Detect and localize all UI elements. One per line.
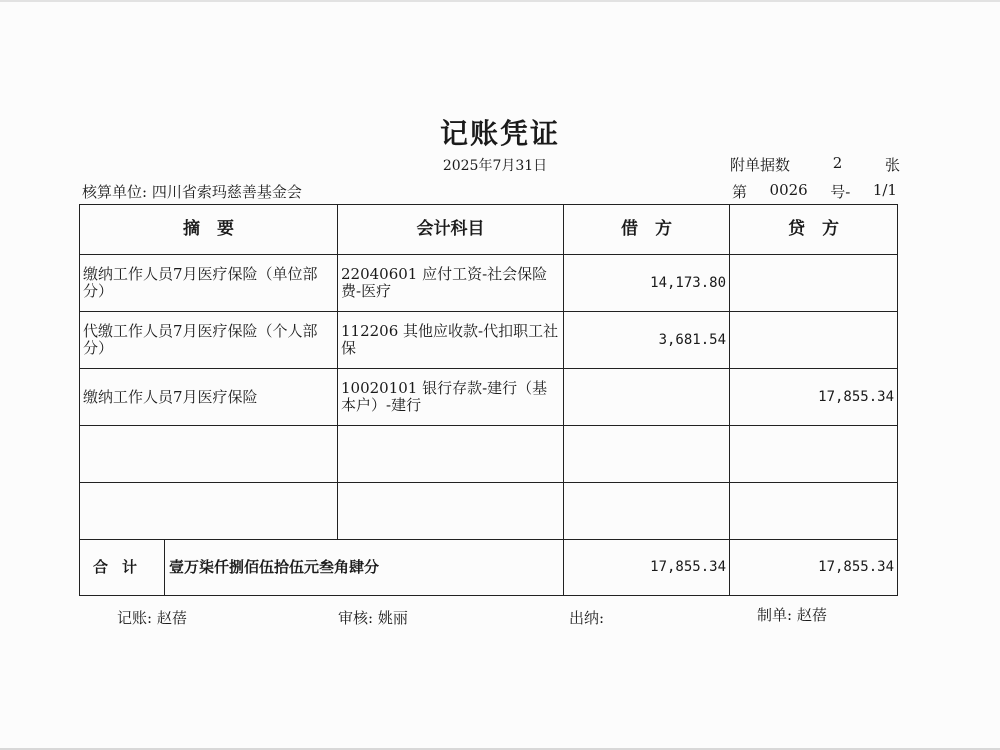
attachments-count: 2 <box>832 154 843 172</box>
header-summary: 摘 要 <box>80 205 338 255</box>
account-cell: 22040601 应付工资-社会保险费-医疗 <box>338 255 564 312</box>
attachments-info <box>730 154 900 175</box>
voucher-number-value: 0026 <box>769 181 808 199</box>
account-cell: 10020101 银行存款-建行（基本户）-建行 <box>338 369 564 426</box>
table-row <box>80 483 898 540</box>
credit-cell <box>730 255 898 312</box>
credit-cell <box>730 483 898 540</box>
reviewer-signature: 审核: 姚丽 <box>338 609 408 627</box>
voucher-suffix: 号- <box>830 183 851 201</box>
preparer-signature: 制单: 赵蓓 <box>757 606 827 624</box>
voucher-number <box>732 181 897 202</box>
total-row <box>80 540 898 596</box>
account-cell <box>338 426 564 483</box>
header-credit: 贷 方 <box>730 205 898 255</box>
account-cell: 112206 其他应收款-代扣职工社保 <box>338 312 564 369</box>
header-account: 会计科目 <box>338 205 564 255</box>
table-header-row <box>80 205 898 255</box>
summary-cell: 缴纳工作人员7月医疗保险（单位部分） <box>80 255 338 312</box>
debit-cell: 3,681.54 <box>564 312 730 369</box>
summary-cell <box>80 426 338 483</box>
total-label: 合计 <box>80 540 165 595</box>
total-credit: 17,855.34 <box>730 540 898 596</box>
attachments-unit: 张 <box>884 156 900 174</box>
debit-cell <box>564 369 730 426</box>
accounting-unit-value: 四川省索玛慈善基金会 <box>151 183 302 201</box>
credit-cell: 17,855.34 <box>730 369 898 426</box>
voucher-table <box>79 204 898 596</box>
cashier-signature: 出纳: <box>569 609 605 627</box>
header-debit: 借 方 <box>564 205 730 255</box>
summary-cell: 代缴工作人员7月医疗保险（个人部分） <box>80 312 338 369</box>
voucher-title: 记账凭证 <box>439 117 560 150</box>
total-debit: 17,855.34 <box>564 540 730 596</box>
table-row <box>80 312 898 369</box>
debit-cell <box>564 426 730 483</box>
account-cell <box>338 483 564 540</box>
table-row <box>80 426 898 483</box>
total-amount-words: 壹万柒仟捌佰伍拾伍元叁角肆分 <box>169 558 380 576</box>
credit-cell <box>730 312 898 369</box>
bookkeeper-signature: 记账: 赵蓓 <box>117 609 187 627</box>
total-cell <box>80 540 564 596</box>
debit-cell: 14,173.80 <box>564 255 730 312</box>
voucher-prefix: 第 <box>732 183 748 201</box>
credit-cell <box>730 426 898 483</box>
accounting-unit <box>82 181 302 202</box>
voucher-date: 2025年7月31日 <box>442 158 548 174</box>
summary-cell <box>80 483 338 540</box>
voucher-page: 1/1 <box>872 181 897 199</box>
table-row <box>80 255 898 312</box>
summary-cell: 缴纳工作人员7月医疗保险 <box>80 369 338 426</box>
debit-cell <box>564 483 730 540</box>
accounting-unit-label: 核算单位: <box>82 183 148 201</box>
table-row <box>80 369 898 426</box>
attachments-label: 附单据数 <box>730 156 791 174</box>
